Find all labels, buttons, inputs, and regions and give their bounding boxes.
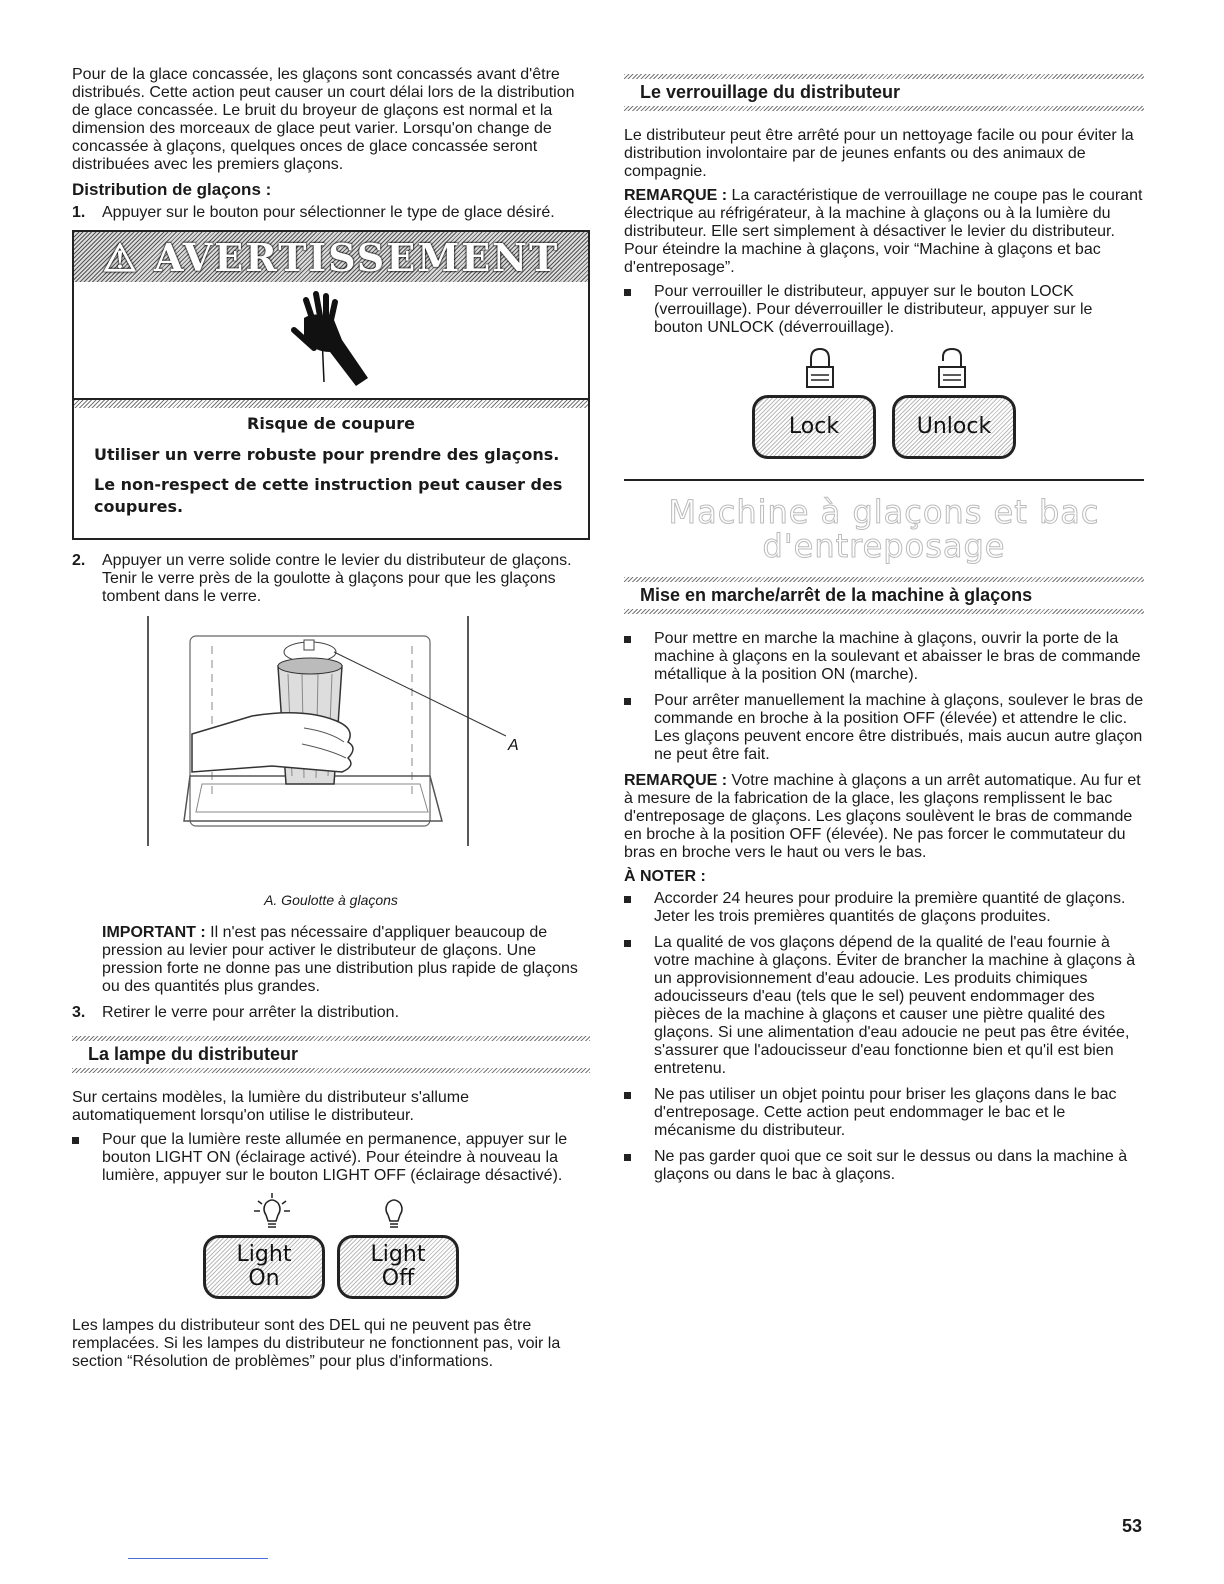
note-heading: À NOTER : (624, 868, 706, 885)
figure-label: A (508, 737, 519, 754)
lock-intro: Le distributeur peut être arrêté pour un nettoyage facile ou pour éviter la distribution involontaire par de jeunes enfants ou des animaux de compagnie. (624, 127, 1134, 180)
note-bullet-1 (624, 890, 1144, 926)
page-number: 53 (1121, 1516, 1142, 1536)
light-on-bulb-icon (252, 1193, 292, 1233)
section-rule (624, 479, 1144, 481)
lamp-intro: Sur certains modèles, la lumière du distributeur s'allume automatiquement lorsqu'on utilise le distributeur. (72, 1089, 470, 1124)
remark-text: Votre machine à glaçons a un arrêt automatique. Au fur et à mesure de la fabrication de la glace, les glaçons remplissent le bac d'entreposage de glaçons. Les glaçons soulèvent le bras de commande en broche à la position OFF (élevée). Ne pas forcer le commutateur du bras en broche vers le haut ou vers le bas. (624, 772, 1141, 861)
bullet-text: Pour mettre en marche la machine à glaçons, ouvrir la porte de la machine à glaçons en la soulevant et abaisser le bras de commande métallique à la position ON (marche). (654, 630, 1141, 683)
step-number: 1. (72, 204, 86, 221)
lock-button[interactable]: Lock (752, 395, 876, 459)
lock-buttons-row (624, 395, 1144, 459)
lock-section-header (624, 68, 1144, 117)
lamp-heading: La lampe du distributeur (88, 1044, 299, 1064)
light-off-bulb-icon (374, 1193, 414, 1233)
warning-line-2: Le non-respect de cette instruction peut causer des coupures. (94, 475, 563, 516)
light-icons-row (72, 1193, 590, 1233)
bullet-square (72, 1131, 102, 1185)
onoff-heading: Mise en marche/arrêt de la machine à glaçons (640, 585, 1033, 605)
intro-paragraph: Pour de la glace concassée, les glaçons sont concassés avant d'être distribués. Cette action peut causer un court délai lors de la distribution de glace concassée. Le bruit du broyeur de glaçons est normal et la dimension des morceaux de glace peut varier. Lorsqu'on change de concassée à glaçons, quelques onces de glace concassée seront distribuées avec les premiers glaçons. (72, 66, 575, 173)
onoff-bullet-1 (624, 630, 1144, 684)
warning-title: ⚠ AVERTISSEMENT (102, 234, 560, 280)
bullet-text: Ne pas garder quoi que ce soit sur le dessus ou dans la machine à glaçons ou dans le bac à glaçons. (654, 1148, 1128, 1183)
lock-icons-row (624, 347, 1144, 389)
bullet-text: Pour verrouiller le distributeur, appuyer sur le bouton LOCK (verrouillage). Pour déverrouiller le distributeur, appuyer sur le bouton UNLOCK (déverrouillage). (654, 283, 1093, 336)
step-number: 2. (72, 552, 86, 569)
warning-line-1: Utiliser un verre robuste pour prendre des glaçons. (94, 445, 560, 464)
note-bullet-2 (624, 934, 1144, 1078)
step-number: 3. (72, 1004, 86, 1021)
step-1 (72, 204, 590, 222)
important-paragraph (72, 924, 590, 996)
step-text: Appuyer un verre solide contre le levier du distributeur de glaçons. Tenir le verre près de la goulotte à glaçons pour que les glaçons tombent dans le verre. (102, 552, 572, 605)
onoff-bullet-2 (624, 692, 1144, 764)
button-label: Light (370, 1242, 426, 1267)
warning-body (74, 408, 588, 538)
important-label: IMPORTANT : (102, 924, 206, 941)
cut-hazard-icon (74, 282, 588, 400)
button-label: On (248, 1266, 280, 1291)
onoff-section-header (624, 571, 1144, 620)
bullet-square (624, 630, 654, 684)
distribution-heading: Distribution de glaçons : (72, 180, 272, 199)
bullet-square (624, 1086, 654, 1140)
section-title-line-2: d'entreposage (762, 527, 1006, 565)
button-label: Off (381, 1266, 415, 1291)
section-title-line-1: Machine à glaçons et bac (668, 493, 1100, 531)
warning-divider (74, 400, 588, 408)
bullet-square (624, 692, 654, 764)
left-column (72, 66, 590, 1377)
remark-text: La caractéristique de verrouillage ne coupe pas le courant électrique au réfrigérateur, à la machine à glaçons ou à la lumière du distributeur. Elle sert simplement à désactiver le levier du distributeur. Pour éteindre la machine à glaçons, voir “Machine à glaçons et bac d'entreposage”. (624, 187, 1143, 276)
remark-1 (624, 187, 1144, 277)
dispenser-figure (72, 616, 590, 886)
bullet-square (624, 283, 654, 337)
remark-label: REMARQUE : (624, 772, 728, 789)
bullet-text: Accorder 24 heures pour produire la première quantité de glaçons. Jeter les trois premières quantités de glaçons produites. (654, 890, 1126, 925)
remark-2 (624, 772, 1144, 862)
bullet-square (624, 934, 654, 1078)
button-label: Light (236, 1242, 292, 1267)
padlock-open-icon (935, 347, 969, 389)
lock-heading: Le verrouillage du distributeur (640, 82, 901, 102)
figure-caption: A. Goulotte à glaçons (264, 892, 398, 908)
bullet-text: Ne pas utiliser un objet pointu pour briser les glaçons dans le bac d'entreposage. Cette action peut endommager le bac et le mécanisme du distributeur. (654, 1086, 1117, 1139)
lock-bullet (624, 283, 1144, 337)
unlock-button[interactable]: Unlock (892, 395, 1016, 459)
warning-box (72, 230, 590, 540)
bullet-text: La qualité de vos glaçons dépend de la qualité de l'eau fournie à votre machine à glaçons. Éviter de brancher la machine à glaçons à un approvisionnement d'eau adoucie. Les produits chimiques adoucisseurs d'eau (tels que le sel) peuvent endommager des pièces de la machine à glaçons et causer une piètre qualité des glaçons. Si une alimentation d'eau adoucie ne peut pas être évitée, s'assurer que l'adoucisseur d'eau fonctionne bien et qu'il est bien entretenu. (654, 934, 1136, 1077)
step-2 (72, 552, 590, 606)
bullet-text: Pour que la lumière reste allumée en permanence, appuyer sur le bouton LIGHT ON (éclairage activé). Pour éteindre à nouveau la lumière, appuyer sur le bouton LIGHT OFF (éclairage désactivé). (102, 1131, 568, 1184)
light-off-button[interactable] (337, 1235, 459, 1299)
note-bullet-4 (624, 1148, 1144, 1184)
lamp-bullet (72, 1131, 590, 1185)
padlock-closed-icon (803, 347, 837, 389)
warning-risk: Risque de coupure (247, 414, 415, 433)
lamp-section-header (72, 1030, 590, 1079)
bullet-square (624, 890, 654, 926)
remark-label: REMARQUE : (624, 187, 728, 204)
step-text: Appuyer sur le bouton pour sélectionner le type de glace désiré. (102, 204, 555, 221)
important-text: Il n'est pas nécessaire d'appliquer beaucoup de pression au levier pour activer le distributeur de glaçons. Une pression forte ne donne pas une distribution plus rapide de glaçons ou des quantités plus grandes. (102, 924, 578, 995)
light-buttons-row (72, 1235, 590, 1299)
step-3 (72, 1004, 590, 1022)
step-text: Retirer le verre pour arrêter la distribution. (102, 1004, 400, 1021)
right-column (624, 68, 1144, 1192)
bullet-square (624, 1148, 654, 1184)
bullet-text: Pour arrêter manuellement la machine à glaçons, soulever le bras de commande en broche à la position OFF (élevée) et attendre le clic. Les glaçons peuvent encore être distribués, mais aucun autre glaçon ne peut être fait. (654, 692, 1144, 763)
footer-link-line (128, 1558, 268, 1559)
light-on-button[interactable] (203, 1235, 325, 1299)
note-bullet-3 (624, 1086, 1144, 1140)
lamp-outro: Les lampes du distributeur sont des DEL qui ne peuvent pas être remplacées. Si les lampes du distributeur ne fonctionnent pas, voir la section “Résolution de problèmes” pour plus d'informations. (72, 1317, 561, 1370)
section-title (624, 495, 1144, 563)
warning-header (74, 232, 588, 282)
